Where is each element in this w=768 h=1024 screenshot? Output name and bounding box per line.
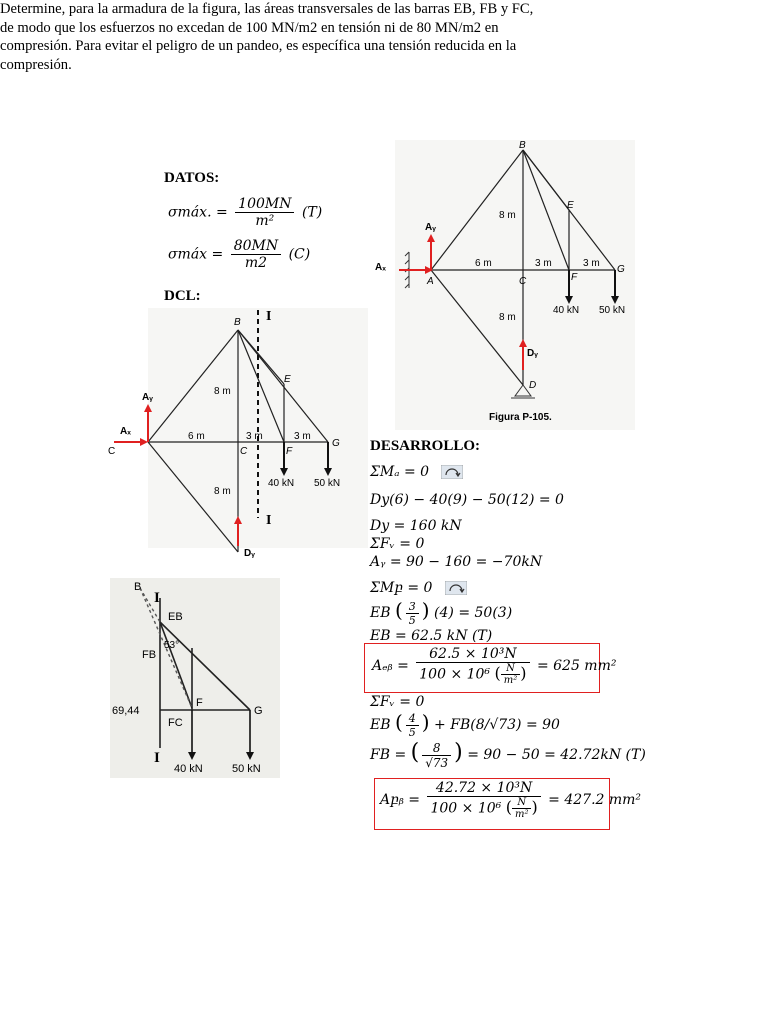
dcl-dim-8m-top: 8 m [214, 386, 231, 397]
fig-dim-8m-bottom: 8 m [499, 312, 516, 323]
sigma-compression-equation [168, 238, 310, 271]
dcl-load-40: 40 kN [268, 478, 295, 489]
sigma-compression-den: m2 [244, 255, 268, 271]
eq-moment-a-text: ΣMₐ = 0 [370, 464, 430, 480]
section-force: 69,44 [112, 705, 140, 717]
dcl-node-g: G [332, 438, 340, 449]
dcl-node-b: B [234, 317, 241, 328]
fig-node-g: G [617, 264, 625, 275]
fig-load-40: 40 kN [553, 305, 580, 316]
eq-area-fb-unit [512, 797, 532, 820]
dcl-dim-6m: 6 m [188, 431, 205, 442]
dcl-ax-label: Aₓ [120, 426, 131, 437]
dcl-node-c: C [240, 446, 248, 457]
fig-node-f: F [571, 272, 578, 283]
eq-area-fb-rhs: = 427.2 mm² [548, 792, 642, 808]
fig-node-d: D [529, 380, 537, 391]
eq-eb-moment-post: (4) = 50(3) [434, 605, 513, 621]
eq-area-fb-frac [427, 780, 540, 820]
dcl-heading: DCL: [164, 288, 201, 304]
eq-area-eb-unit-den: m² [503, 675, 518, 686]
eq-area-fb-den: 100 × 10⁶ ( $\frac{N}{\text{m²}}$ ) [430, 797, 538, 820]
dcl-node-f: F [286, 446, 293, 457]
ccw-moment-icon [445, 581, 467, 595]
eq-fb-value-frac-den: √73 [425, 755, 449, 770]
fig-dy-label: Dᵧ [527, 348, 538, 359]
sigma-tension-tag: (T) [301, 204, 323, 221]
dcl-node-left: C [108, 446, 116, 457]
eq-area-eb-rhs: = 625 mm² [536, 658, 617, 674]
eq-moment-a [370, 464, 463, 480]
eq-eb-frac-den: 5 [408, 613, 416, 627]
eq-dy-sum: Dy(6) − 40(9) − 50(12) = 0 [370, 492, 564, 508]
dcl-section-top: I [266, 309, 272, 324]
section-photo [110, 578, 280, 778]
dcl-load-50: 50 kN [314, 478, 341, 489]
section-load-50: 50 kN [232, 763, 261, 775]
eq-area-eb-unit-num: N [501, 663, 521, 675]
eq-fb-value-post: = 90 − 50 = 42.72kN (T) [467, 747, 646, 763]
section-eb: EB [168, 611, 183, 623]
fig-load-50: 50 kN [599, 305, 626, 316]
fig-node-c: C [519, 276, 527, 287]
eq-area-eb-lhs: Aₑᵦ = [372, 658, 409, 674]
eq-moment-f [370, 580, 467, 596]
dcl-dy-label: Dᵧ [244, 548, 255, 559]
sigma-compression-fraction [231, 238, 281, 271]
eq-fb-value-frac-num: 8 [422, 741, 451, 756]
section-fb: FB [142, 649, 157, 661]
sigma-compression-lhs: σmáx = [168, 246, 224, 263]
fig-node-b: B [519, 140, 526, 151]
eq-area-fb-unit-num: N [512, 797, 532, 809]
eq-fb-sum-frac-num: 4 [406, 712, 419, 726]
dcl-section-bottom: I [266, 513, 272, 528]
truss-figure [395, 140, 635, 430]
fig-dim-6m: 6 m [475, 258, 492, 269]
eq-sum-fv-1: ΣFᵥ = 0 [370, 536, 425, 552]
fig-ax-outer-label: Aₓ [375, 262, 386, 273]
section-i-bottom: I [154, 750, 160, 766]
eq-eb-frac-num: 3 [406, 600, 419, 614]
eq-area-eb-num: 62.5 × 10³N [416, 646, 529, 663]
fig-caption: Figura P-105. [489, 412, 552, 423]
desarrollo-heading: DESARROLLO: [370, 438, 481, 454]
fig-dim-8m-top: 8 m [499, 210, 516, 221]
section-g: G [254, 705, 263, 717]
fig-node-a: A [427, 276, 434, 287]
eq-area-eb-frac [416, 646, 529, 686]
eq-area-fb-num: 42.72 × 10³N [427, 780, 540, 797]
fig-node-e: E [567, 200, 574, 211]
eq-eb-moment-pre: EB [370, 605, 391, 621]
eq-fb-value-pre: FB = [370, 747, 407, 763]
eq-fb-sum-post: + FB(8/√73) = 90 [434, 717, 560, 733]
eq-eb-frac [406, 600, 419, 627]
dcl-dim-3m-a: 3 m [246, 431, 263, 442]
eq-area-eb-den-pre: 100 × 10⁶ [419, 666, 491, 683]
dcl-ax-head [140, 438, 148, 446]
sigma-tension-lhs: σmáx. = [168, 204, 228, 221]
eq-moment-f-text: ΣMբ = 0 [370, 580, 433, 596]
eq-fb-value: FB = ( $\frac{8}{√73}$ ) = 90 − 50 = 42.72kN (T) [370, 740, 646, 770]
eq-dy-value: Dy = 160 kN [370, 518, 462, 534]
eq-fb-sum: EB ( $\frac{4}{5}$ ) + FB(8/√73) = 90 [370, 710, 560, 739]
eq-fb-sum-frac-den: 5 [408, 725, 416, 739]
sigma-tension-den: m² [255, 213, 275, 229]
eq-sum-fv-2: ΣFᵥ = 0 [370, 694, 425, 710]
section-angle: 53° [164, 640, 180, 651]
fig-dim-3m-a: 3 m [535, 258, 552, 269]
eq-area-eb-den: 100 × 10⁶ ( $\frac{N}{\text{m²}}$ ) [419, 663, 527, 686]
eq-eb-moment: EB ( $\frac{3}{5}$ ) (4) = 50(3) [370, 598, 513, 627]
section-fc: FC [168, 717, 183, 729]
section-f: F [196, 697, 203, 709]
fig-dim-3m-b: 3 m [583, 258, 600, 269]
eq-fb-sum-frac [406, 712, 419, 739]
dcl-diagram [108, 308, 368, 568]
problem-statement: Determine, para la armadura de la figura, las áreas transversales de las barras EB, FB y FC, de modo que los esfuerzos no excedan de 100 MN/m2 en tensión ni de 80 MN/m2 en compresión. Para evitar el peligro de un pandeo, es específica una tensión reducida en la compresión. [0, 1, 534, 73]
sigma-tension-num: 100MN [235, 196, 294, 213]
dcl-ay-label: Aᵧ [142, 392, 153, 403]
dcl-dim-3m-b: 3 m [294, 431, 311, 442]
eq-area-fb-lhs: Aբᵦ = [380, 792, 421, 808]
sigma-compression-num: 80MN [231, 238, 281, 255]
section-i-top: I [154, 590, 160, 606]
section-b: B [134, 581, 142, 593]
eq-area-fb-den-pre: 100 × 10⁶ [430, 800, 502, 817]
datos-heading: DATOS: [164, 170, 220, 186]
eq-fb-value-frac [422, 741, 451, 770]
fig-ay-label: Aᵧ [425, 222, 436, 233]
eq-area-fb [380, 780, 641, 820]
sigma-tension-equation [168, 196, 322, 229]
sigma-compression-tag: (C) [288, 246, 311, 263]
section-load-40: 40 kN [174, 763, 203, 775]
eq-area-eb [372, 646, 616, 686]
eq-eb-value: EB = 62.5 kN (T) [370, 628, 493, 644]
dcl-node-e: E [284, 374, 291, 385]
eq-area-fb-unit-den: m² [514, 809, 529, 820]
eq-ay-value: Aᵧ = 90 − 160 = −70kN [370, 554, 543, 570]
eq-fb-sum-pre: EB [370, 717, 391, 733]
ccw-moment-icon [441, 465, 463, 479]
sigma-tension-fraction [235, 196, 294, 229]
eq-area-eb-unit [501, 663, 521, 686]
dcl-dim-8m-bottom: 8 m [214, 486, 231, 497]
section-photo-bg [110, 578, 280, 778]
